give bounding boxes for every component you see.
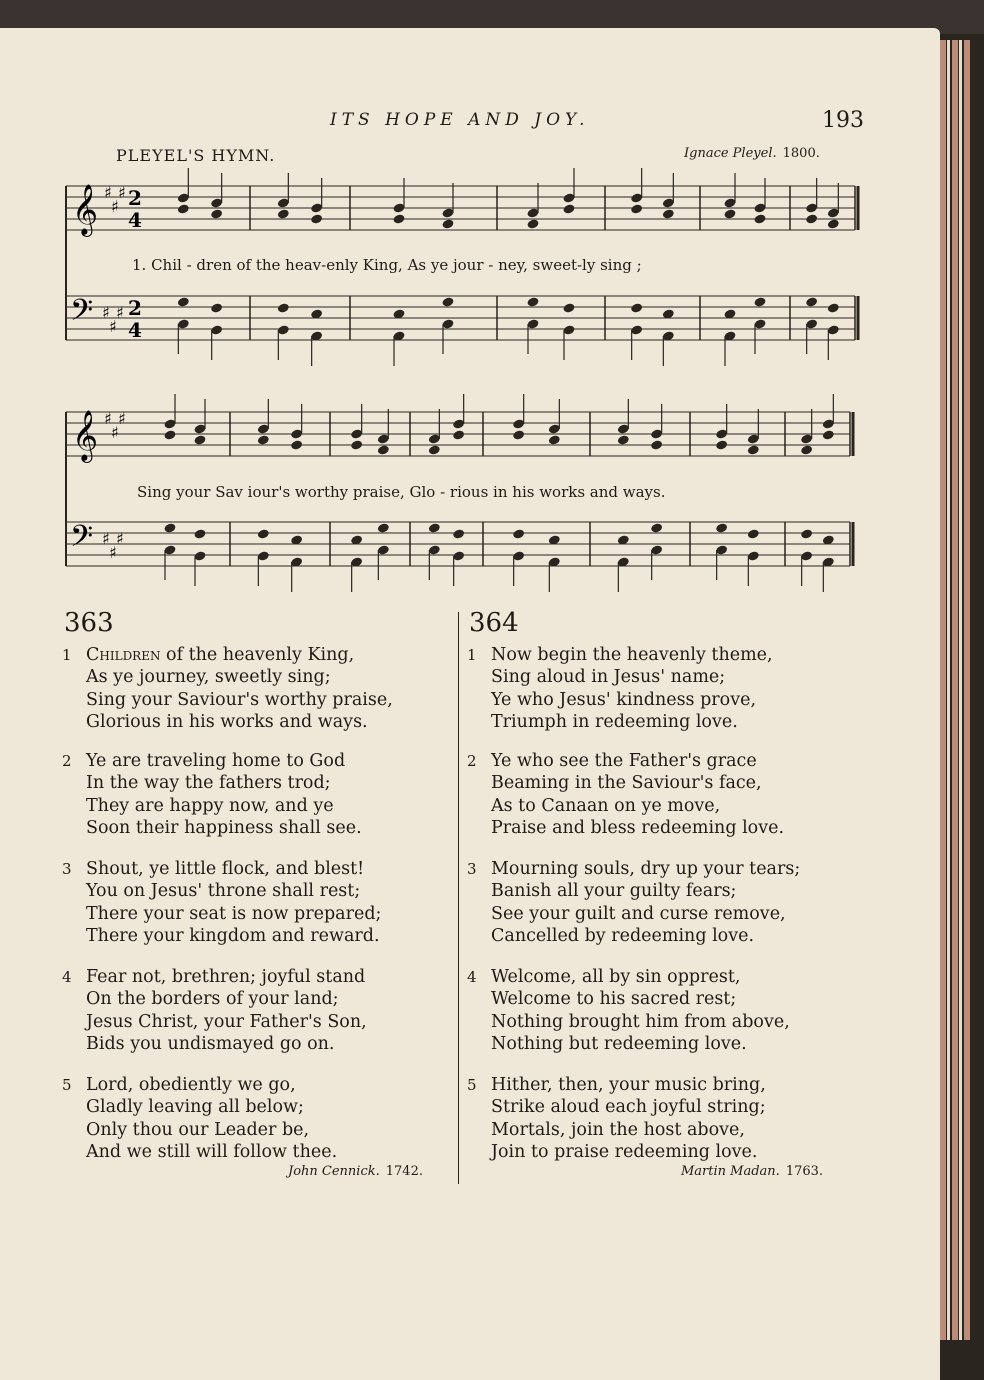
verse-line: Jesus Christ, your Father's Son, xyxy=(86,1011,367,1032)
hymn-author: John Cennick. xyxy=(288,1164,380,1179)
verse xyxy=(62,858,382,948)
hymn-credit xyxy=(681,1164,823,1179)
verse-line: Gladly leaving all below; xyxy=(86,1097,304,1118)
note-head xyxy=(827,302,840,313)
note-head xyxy=(822,429,835,440)
note-head xyxy=(512,528,525,539)
verse xyxy=(467,644,773,734)
bass-clef: 𝄢 xyxy=(70,520,94,561)
note-head xyxy=(163,429,176,440)
note-head xyxy=(562,302,575,313)
hymn-credit xyxy=(288,1164,423,1179)
verse-line: And we still will follow thee. xyxy=(86,1142,338,1163)
verse-line: Welcome to his sacred rest; xyxy=(491,989,737,1010)
verse-line: Sing your Saviour's worthy praise, xyxy=(86,689,393,710)
note-head xyxy=(277,302,290,313)
hymn-year: 1763. xyxy=(785,1164,824,1179)
note-head xyxy=(350,439,363,450)
verse xyxy=(62,1074,338,1164)
note-head xyxy=(650,522,663,533)
note-head xyxy=(177,296,190,307)
note-head xyxy=(210,302,223,313)
verse-line: Soon their happiness shall see. xyxy=(86,818,362,839)
note-head xyxy=(377,522,390,533)
bass-clef: 𝄢 xyxy=(70,294,94,335)
verse-line: Beaming in the Saviour's face, xyxy=(491,773,762,794)
note-head xyxy=(747,444,760,455)
note-head xyxy=(310,213,323,224)
note-head xyxy=(630,203,643,214)
verse-number: 2 xyxy=(467,752,477,770)
sharp-sign: ♯ xyxy=(118,409,126,428)
sharp-sign: ♯ xyxy=(111,423,119,442)
verse-number: 2 xyxy=(62,752,72,770)
hymn-number: 364 xyxy=(469,608,519,638)
note-head xyxy=(723,208,736,219)
note-head xyxy=(193,434,206,445)
verse-line: Welcome, all by sin opprest, xyxy=(491,967,741,987)
verse-line: They are happy now, and ye xyxy=(86,795,334,816)
note-head xyxy=(290,439,303,450)
verse xyxy=(467,1074,766,1164)
verse xyxy=(467,966,790,1056)
verse-line: Nothing but redeeming love. xyxy=(491,1034,747,1055)
note-head xyxy=(650,439,663,450)
note-head xyxy=(753,213,766,224)
verse-line: Praise and bless redeeming love. xyxy=(491,818,785,839)
verse-line: Cancelled by redeeming love. xyxy=(491,926,755,947)
verse-line-rest: of the heavenly King, xyxy=(160,645,355,665)
verse-line: Fear not, brethren; joyful stand xyxy=(86,967,366,987)
verse-line: Ye who Jesus' kindness prove, xyxy=(491,689,757,710)
running-header: ITS HOPE AND JOY. xyxy=(330,110,590,130)
verse-line: Shout, ye little flock, and blest! xyxy=(86,859,365,879)
note-head xyxy=(526,296,539,307)
note-head xyxy=(277,208,290,219)
verse-number: 1 xyxy=(62,646,72,664)
verse-line: Glorious in his works and ways. xyxy=(86,712,368,733)
sharp-sign: ♯ xyxy=(102,529,110,548)
time-signature: 2 xyxy=(128,296,142,320)
note-head xyxy=(452,429,465,440)
hymn-author: Martin Madan. xyxy=(681,1164,780,1179)
note-head xyxy=(452,528,465,539)
treble-clef: 𝄞 xyxy=(72,410,99,461)
lyric-line-1: 1. Chil - dren of the heav-enly King, As ye jour - ney, sweet-ly sing ; xyxy=(132,256,642,274)
composer-year: 1800. xyxy=(782,146,820,161)
note-head xyxy=(805,213,818,224)
verse-number: 3 xyxy=(467,860,477,878)
verse-number: 4 xyxy=(62,968,72,986)
verse-line xyxy=(86,644,393,666)
verse-number: 4 xyxy=(467,968,477,986)
composer-name: Ignace Pleyel. xyxy=(684,146,777,161)
music-score xyxy=(0,0,984,600)
note-head xyxy=(428,444,441,455)
verse-line: Bids you undismayed go on. xyxy=(86,1034,335,1055)
note-head xyxy=(177,203,190,214)
note-head xyxy=(428,522,441,533)
sharp-sign: ♯ xyxy=(109,543,117,562)
verse xyxy=(467,750,785,840)
verse-line: Join to praise redeeming love. xyxy=(491,1142,758,1163)
note-head xyxy=(800,528,813,539)
note-head xyxy=(562,203,575,214)
note-head xyxy=(257,528,270,539)
verse-line: As ye journey, sweetly sing; xyxy=(86,667,331,688)
note-head xyxy=(548,434,561,445)
note-head xyxy=(377,444,390,455)
time-signature: 4 xyxy=(128,208,142,232)
sharp-sign: ♯ xyxy=(116,529,124,548)
verse-line: As to Canaan on ye move, xyxy=(491,795,721,816)
lyric-line-2: Sing your Sav iour's worthy praise, Glo - rious in his works and ways. xyxy=(137,483,666,501)
verse-lead-word: Children xyxy=(86,645,161,665)
note-head xyxy=(753,296,766,307)
note-head xyxy=(715,439,728,450)
sharp-sign: ♯ xyxy=(104,183,112,202)
note-head xyxy=(163,522,176,533)
verse-line: Sing aloud in Jesus' name; xyxy=(491,667,726,688)
note-head xyxy=(805,296,818,307)
verse-line: Only thou our Leader be, xyxy=(86,1119,310,1140)
note-head xyxy=(630,302,643,313)
verse-number: 5 xyxy=(467,1076,477,1094)
verse xyxy=(467,858,801,948)
sharp-sign: ♯ xyxy=(116,303,124,322)
verse-line: There your kingdom and reward. xyxy=(86,926,380,947)
verse xyxy=(62,966,367,1056)
note-head xyxy=(662,208,675,219)
note-head xyxy=(392,213,405,224)
verse xyxy=(62,750,362,840)
verse-line: Now begin the heavenly theme, xyxy=(491,645,773,665)
time-signature: 4 xyxy=(128,318,142,342)
note-head xyxy=(441,218,454,229)
note-head xyxy=(526,218,539,229)
verse-line: Ye who see the Father's grace xyxy=(491,751,757,771)
verse-line: Mortals, join the host above, xyxy=(491,1119,745,1140)
sharp-sign: ♯ xyxy=(102,303,110,322)
verse-line: Mourning souls, dry up your tears; xyxy=(491,859,801,879)
page-number: 193 xyxy=(822,108,864,133)
verse-line: There your seat is now prepared; xyxy=(86,903,382,924)
verse-line: Lord, obediently we go, xyxy=(86,1075,296,1095)
treble-clef: 𝄞 xyxy=(72,184,99,235)
hymn-year: 1742. xyxy=(385,1164,423,1179)
note-head xyxy=(747,528,760,539)
verse-line: Banish all your guilty fears; xyxy=(491,881,737,902)
verse xyxy=(62,644,393,734)
note-head xyxy=(193,528,206,539)
column-divider xyxy=(458,612,459,1184)
sharp-sign: ♯ xyxy=(118,183,126,202)
note-head xyxy=(827,218,840,229)
verse-line: Ye are traveling home to God xyxy=(86,751,346,771)
note-head xyxy=(800,444,813,455)
verse-line: Nothing brought him from above, xyxy=(491,1011,790,1032)
verse-number: 1 xyxy=(467,646,477,664)
note-head xyxy=(512,429,525,440)
verse-line: In the way the fathers trod; xyxy=(86,773,331,794)
tune-title: PLEYEL'S HYMN. xyxy=(116,146,276,165)
verse-line: You on Jesus' throne shall rest; xyxy=(86,881,361,902)
verse-line: Triumph in redeeming love. xyxy=(491,712,738,733)
note-head xyxy=(257,434,270,445)
verse-line: Hither, then, your music bring, xyxy=(491,1075,766,1095)
note-head xyxy=(210,208,223,219)
sharp-sign: ♯ xyxy=(111,197,119,216)
sharp-sign: ♯ xyxy=(104,409,112,428)
verse-number: 5 xyxy=(62,1076,72,1094)
verse-number: 3 xyxy=(62,860,72,878)
note-head xyxy=(441,296,454,307)
note-head xyxy=(617,434,630,445)
sharp-sign: ♯ xyxy=(109,317,117,336)
time-signature: 2 xyxy=(128,186,142,210)
note-head xyxy=(715,522,728,533)
verse-line: See your guilt and curse remove, xyxy=(491,903,786,924)
verse-line: On the borders of your land; xyxy=(86,989,339,1010)
hymn-number: 363 xyxy=(64,608,114,638)
verse-line: Strike aloud each joyful string; xyxy=(491,1097,766,1118)
